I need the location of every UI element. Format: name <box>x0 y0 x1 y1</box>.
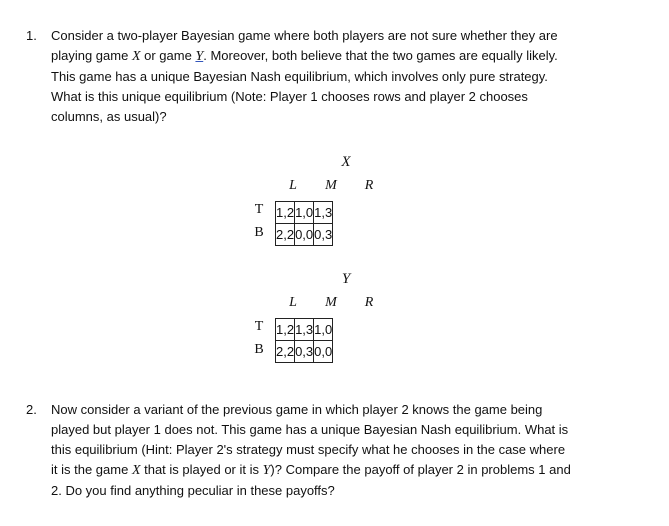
q2-line-4-c: )? Compare the payoff of player 2 in problems 1 and <box>270 462 571 477</box>
table-row <box>276 202 333 224</box>
q2-line-2: played but player 1 does not. This game has a unique Bayesian Nash equilibrium. What is <box>51 422 569 437</box>
payoff-cell: 0,0 <box>314 341 333 363</box>
payoff-cell: 1,2 <box>276 202 295 224</box>
q2-line-1: Now consider a variant of the previous game in which player 2 knows the game being <box>51 402 543 417</box>
question-2-text <box>51 400 641 501</box>
table-row <box>276 224 333 246</box>
game-y-ref: Y <box>195 49 204 64</box>
game-y-row-t: T <box>254 319 264 334</box>
payoff-cell: 2,2 <box>276 341 295 363</box>
game-x-payoff-table <box>275 201 333 246</box>
payoff-cell: 2,2 <box>276 224 295 246</box>
q2-line-5: 2. Do you find anything peculiar in these payoffs? <box>51 483 335 498</box>
game-y-col-r: R <box>364 295 374 310</box>
table-row <box>276 341 333 363</box>
q1-line-1: Consider a two-player Bayesian game where both players are not sure whether they are <box>51 28 558 43</box>
payoff-cell: 0,3 <box>314 224 333 246</box>
table-row <box>276 319 333 341</box>
q2-line-4-a: it is the game <box>51 462 132 477</box>
payoff-cell: 0,3 <box>295 341 314 363</box>
q1-line-4: What is this unique equilibrium (Note: Player 1 chooses rows and player 2 chooses <box>51 89 528 104</box>
q1-line-2-c: . Moreover, both believe that the two games are equally likely. <box>203 48 558 63</box>
game-y-payoff-table <box>275 318 333 363</box>
q2-line-4 <box>51 460 641 481</box>
question-1-text <box>51 26 641 127</box>
q2-line-4-b: that is played or it is <box>140 462 263 477</box>
game-x-col-m: M <box>325 178 337 193</box>
game-x-row-b: B <box>254 225 264 240</box>
q1-line-5: columns, as usual)? <box>51 109 167 124</box>
q1-line-2-a: playing game <box>51 48 132 63</box>
question-2-number: 2. <box>26 402 37 417</box>
game-y-col-l: L <box>289 295 297 310</box>
game-x-col-l: L <box>289 178 297 193</box>
question-1-number: 1. <box>26 28 37 43</box>
payoff-cell: 1,2 <box>276 319 295 341</box>
payoff-cell: 1,3 <box>314 202 333 224</box>
game-y-title: Y <box>341 271 351 287</box>
payoff-cell: 1,0 <box>295 202 314 224</box>
game-y-row-b: B <box>254 342 264 357</box>
q2-line-3: this equilibrium (Hint: Player 2's strategy must specify what he chooses in the case where <box>51 442 566 457</box>
game-x-ref: X <box>131 49 141 64</box>
payoff-cell: 1,0 <box>314 319 333 341</box>
payoff-cell: 1,3 <box>295 319 314 341</box>
payoff-cell: 0,0 <box>295 224 314 246</box>
game-x-title: X <box>341 154 351 170</box>
q1-line-2-b: or game <box>140 48 196 63</box>
game-x-ref-2: X <box>131 463 141 478</box>
q1-line-2 <box>51 46 641 67</box>
game-x-row-t: T <box>254 202 264 217</box>
game-y-col-m: M <box>325 295 337 310</box>
game-y-ref-2: Y <box>262 463 271 478</box>
q1-line-3: This game has a unique Bayesian Nash equilibrium, which involves only pure strategy. <box>51 69 548 84</box>
game-x-col-r: R <box>364 178 374 193</box>
